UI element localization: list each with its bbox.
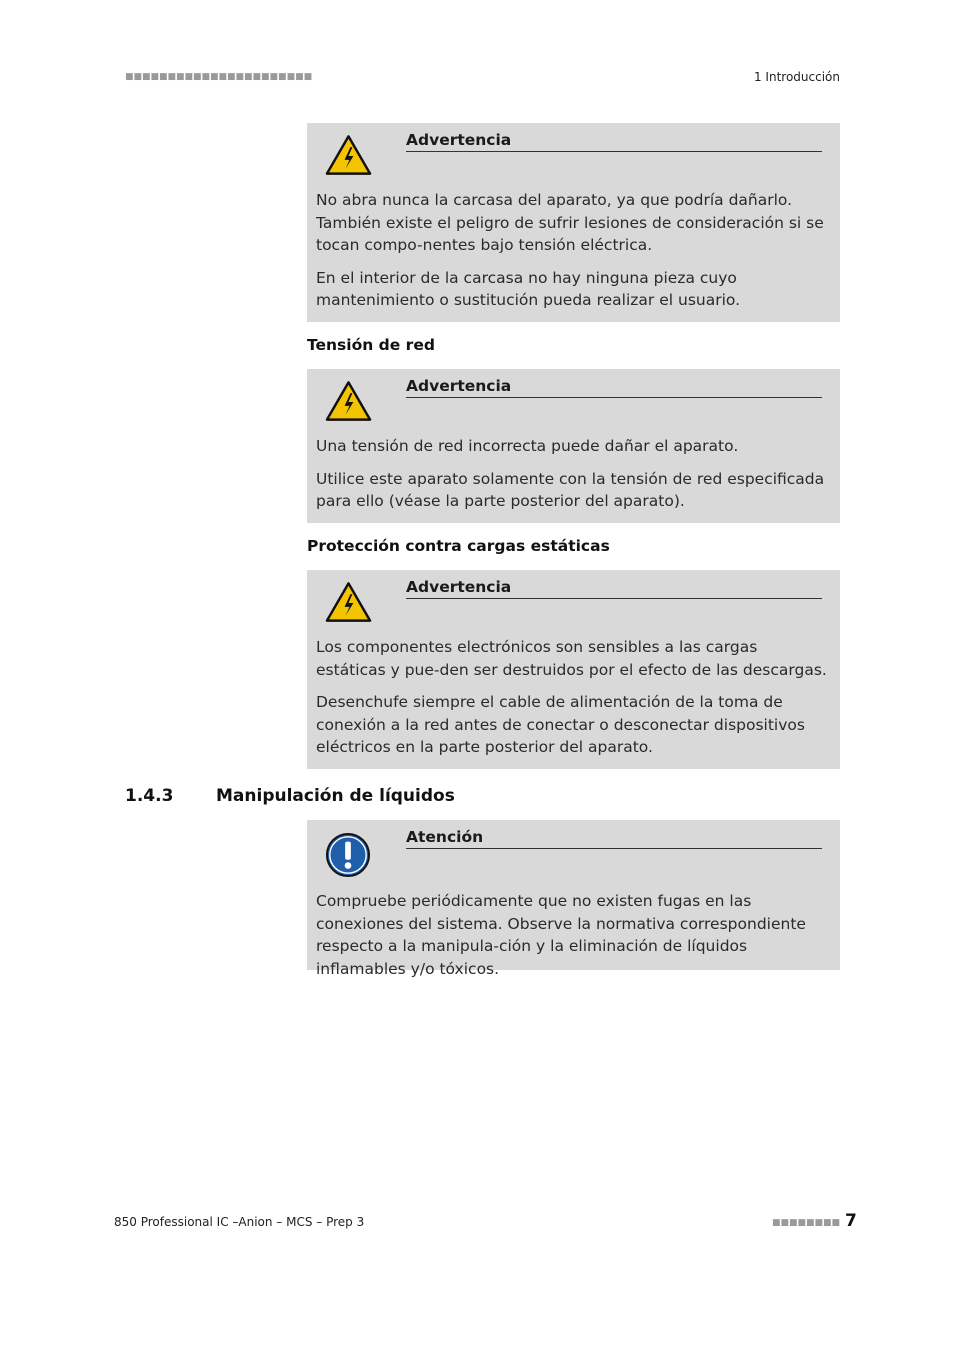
warning-box-static-charge [307, 570, 840, 769]
header-decoration: ■■■■■■■■■■■■■■■■■■■■■■ [125, 72, 313, 82]
warning-text: Utilice este aparato solamente con la tensión de red especificada para ello (véase la parte posterior del aparato). [316, 469, 825, 510]
warning-title: Advertencia [406, 377, 822, 398]
warning-title: Advertencia [406, 131, 822, 152]
section-heading [125, 786, 455, 806]
subheading-proteccion-cargas: Protección contra cargas estáticas [307, 537, 610, 555]
warning-box-housing [307, 123, 840, 322]
warning-text: Una tensión de red incorrecta puede dañar el aparato. [316, 437, 739, 455]
footer-decoration: ■■■■■■■■ [772, 1218, 841, 1228]
warning-title: Advertencia [406, 578, 822, 599]
section-title: Manipulación de líquidos [216, 786, 455, 806]
electric-hazard-icon [325, 581, 372, 623]
electric-hazard-icon [325, 134, 372, 176]
warning-text: En el interior de la carcasa no hay ninguna pieza cuyo mantenimiento o sustitución pueda realizar el usuario. [316, 268, 741, 309]
caution-box-liquids [307, 820, 840, 978]
running-header-chapter: 1 Introducción [753, 70, 840, 84]
warning-text: Los componentes electrónicos son sensibles a las cargas estáticas y pue-den ser destruidos por el efecto de las descargas. [316, 638, 827, 679]
caution-text: Compruebe periódicamente que no existen fugas en las conexiones del sistema. Observe la normativa correspondiente respecto a la manipula-ción y la eliminación de líquidos inflamables y/o tóxicos. [316, 892, 806, 978]
exclamation-icon [325, 832, 371, 878]
page-number: 7 [845, 1211, 857, 1231]
warning-text: No abra nunca la carcasa del aparato, ya que podría dañarlo. También existe el peligro de sufrir lesiones de consideración si se tocan compo-nentes bajo tensión eléctrica. [316, 191, 824, 254]
warning-text: Desenchufe siempre el cable de alimentación de la toma de conexión a la red antes de conectar o desconectar dispositivos eléctricos en la parte posterior del aparato. [316, 693, 805, 756]
footer-product-name: 850 Professional IC –Anion – MCS – Prep 3 [114, 1215, 365, 1229]
caution-title: Atención [406, 828, 822, 849]
section-number: 1.4.3 [125, 786, 174, 806]
subheading-tension-de-red: Tensión de red [307, 336, 435, 354]
electric-hazard-icon [325, 380, 372, 422]
warning-box-mains-voltage [307, 369, 840, 523]
